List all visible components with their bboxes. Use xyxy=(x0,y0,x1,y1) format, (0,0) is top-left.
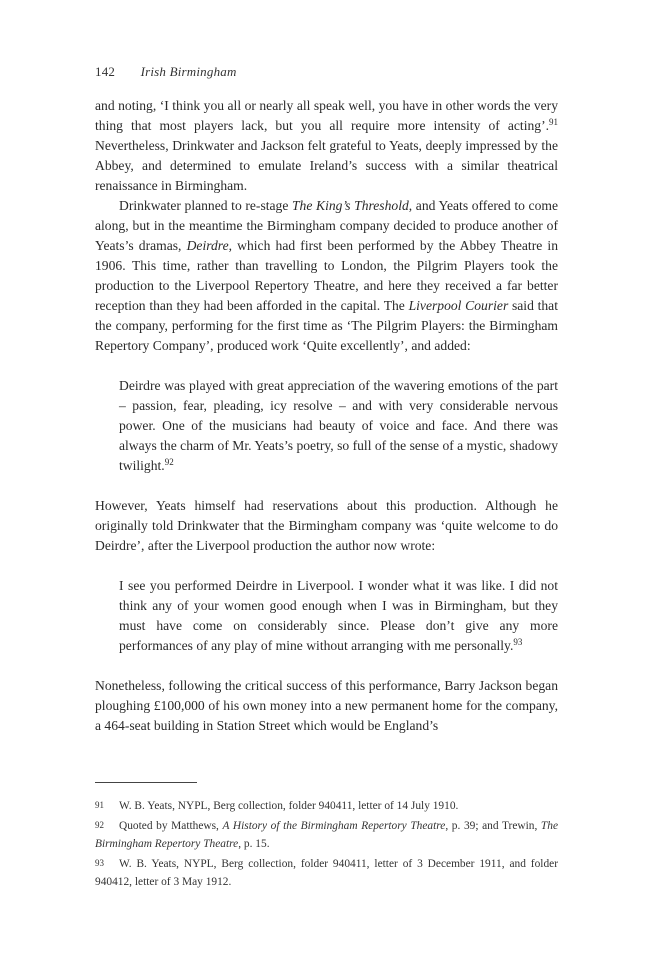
paragraph-2-text-c: , which had first been performed by the Abbey Theatre in 1906. This time, rather than travelling to London, the Pilgrim Players took the production to the Liverpool Repertory Theatre, and here they received a far better reception than they had been afforded in the capital. The xyxy=(95,238,558,313)
paragraph-2 xyxy=(95,196,558,356)
footnote-text-b: , p. 39; and Trewin, xyxy=(445,819,541,832)
footnote-number: 92 xyxy=(95,819,104,830)
footnote-text: W. B. Yeats, NYPL, Berg collection, folder 940411, letter of 14 July 1910. xyxy=(119,800,459,812)
footnote-ref-91[interactable]: 91 xyxy=(549,117,558,127)
paragraph-1-text-a: and noting, ‘I think you all or nearly all speak well, you have in other words the very thing that most players lack, but you all require more intensity of acting’. xyxy=(95,98,558,133)
footnote-ref-92[interactable]: 92 xyxy=(164,457,174,467)
paragraph-1 xyxy=(95,96,558,196)
paragraph-3: However, Yeats himself had reservations about this production. Although he originally told Drinkwater that the Birmingham company was ‘quite welcome to do Deirdre’, after the Liverpool production the author now wrote: xyxy=(95,498,558,553)
paragraph-2-text-a: Drinkwater planned to re-stage xyxy=(119,198,292,213)
block-quote-1-text xyxy=(119,376,558,476)
block-quote-1-body: Deirdre was played with great appreciation of the wavering emotions of the part – passion, fear, pleading, icy resolve – and with very considerable nervous power. One of the musicians had beauty of voice and face. And there was always the charm of Mr. Yeats’s poetry, so full of the sense of a mystic, shadowy twilight. xyxy=(119,378,558,473)
running-title: Irish Birmingham xyxy=(140,64,237,79)
footnote-text: W. B. Yeats, NYPL, Berg collection, folder 940411, letter of 3 December 1911, and folder 940412, letter of 3 May 1912. xyxy=(95,857,558,888)
footnote-92 xyxy=(95,816,558,854)
footnote-text-c: , p. 15. xyxy=(238,838,270,850)
footnote-number: 93 xyxy=(95,857,104,868)
footnote-number: 91 xyxy=(95,800,104,810)
footnote-93 xyxy=(95,854,558,892)
block-quote-1 xyxy=(119,376,558,476)
footnote-text-a: Quoted by Matthews, xyxy=(119,819,223,832)
play-title-kings-threshold: The King’s Threshold xyxy=(292,198,409,213)
block-quote-2-text xyxy=(119,576,558,656)
footnote-book-title-1: A History of the Birmingham Repertory Theatre xyxy=(222,819,446,832)
paragraph-1-text-b: Nevertheless, Drinkwater and Jackson felt grateful to Yeats, deeply impressed by the Abbey, and determined to emulate Ireland’s success with a similar theatrical renaissance in Birmingham. xyxy=(95,138,558,193)
block-quote-2-body: I see you performed Deirdre in Liverpool. I wonder what it was like. I did not think any of your women good enough when I was in Birmingham, but they must have come on considerably since. Please don’t give any more performances of any play of mine without arranging with me personally. xyxy=(119,578,558,653)
footnote-book-title-2: The Birmingham Repertory Theatre xyxy=(95,819,559,850)
footnote-ref-93[interactable]: 93 xyxy=(513,637,523,647)
block-quote-2 xyxy=(119,576,558,656)
paragraph-4: Nonetheless, following the critical success of this performance, Barry Jackson began ploughing £100,000 of his own money into a new permanent home for the company, a 464-seat building in Station Street which would be England’s xyxy=(95,678,558,733)
body-text xyxy=(95,96,558,736)
running-head xyxy=(95,64,237,80)
paragraph-2-text-d: said that the company, performing for the first time as ‘The Pilgrim Players: the Birmingham Repertory Company’, produced work ‘Quite excellently’, and added: xyxy=(95,298,558,353)
footnote-divider xyxy=(95,782,197,783)
footnote-91 xyxy=(95,796,558,816)
footnotes xyxy=(95,796,558,892)
paragraph-2-text-b: , and Yeats offered to come along, but in the meantime the Birmingham company decided to produce another of Yeats’s dramas, xyxy=(95,198,558,253)
newspaper-title-liverpool-courier: Liverpool Courier xyxy=(408,298,509,313)
play-title-deirdre: Deirdre xyxy=(186,238,229,253)
page-number: 142 xyxy=(95,64,116,79)
